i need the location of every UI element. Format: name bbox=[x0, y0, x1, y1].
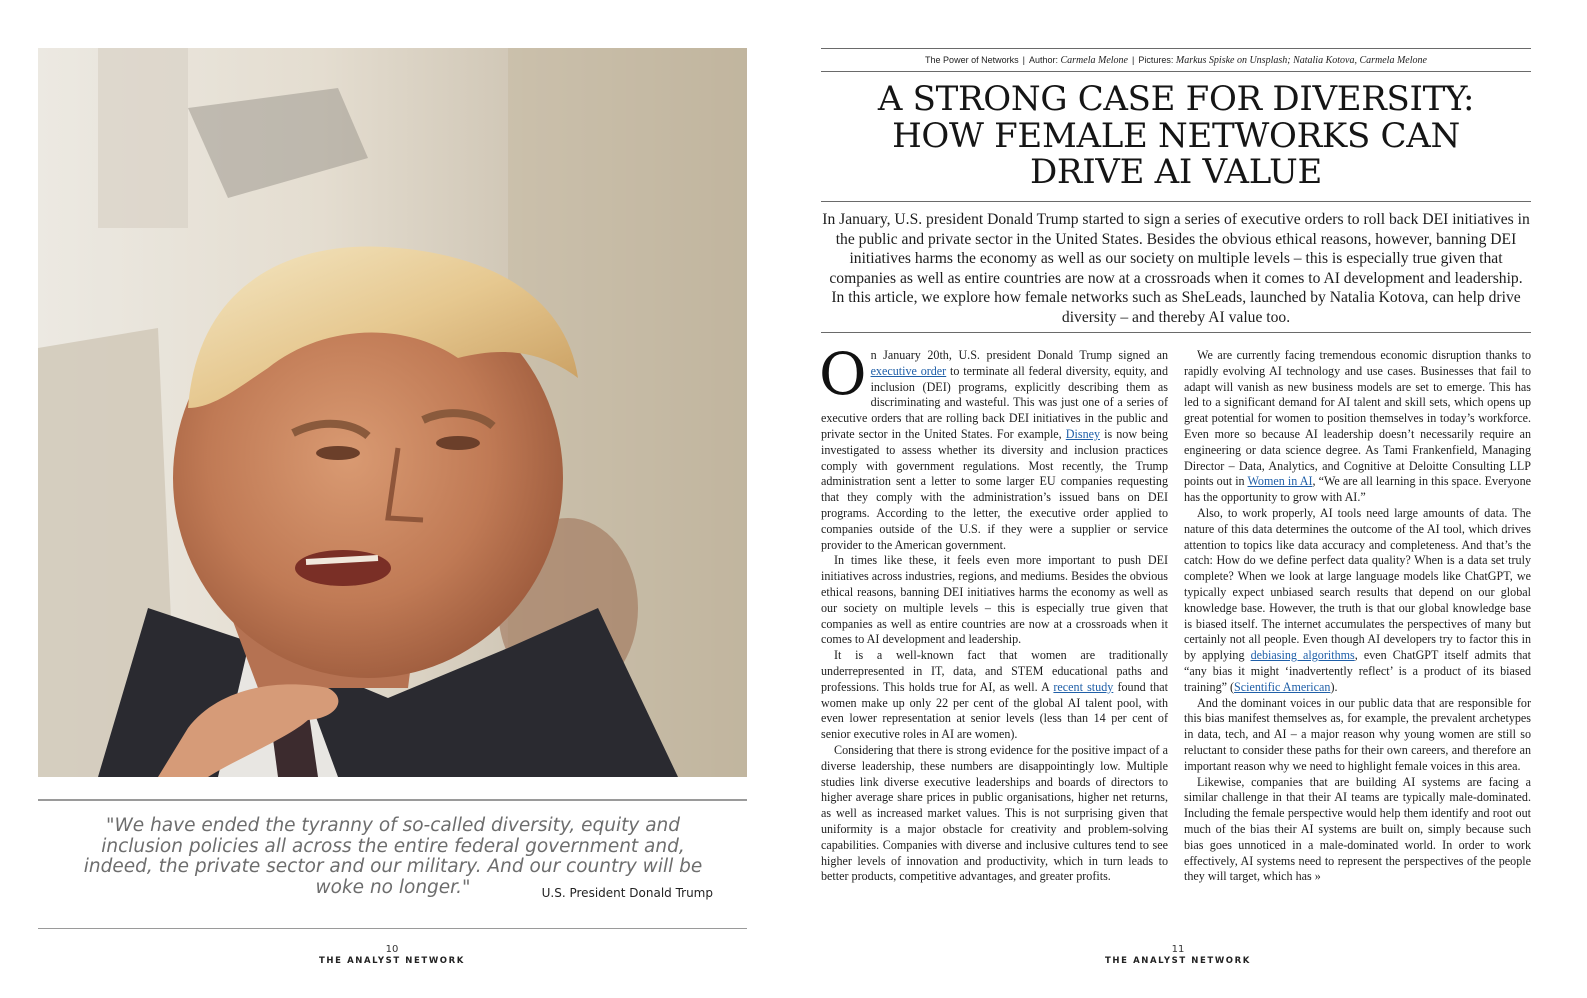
article-body bbox=[819, 340, 1541, 938]
section-name: The Power of Networks bbox=[925, 55, 1019, 65]
left-folio bbox=[292, 944, 492, 966]
body-column-2 bbox=[1184, 348, 1531, 938]
headline-line: A STRONG CASE FOR DIVERSITY: bbox=[877, 79, 1475, 119]
body-paragraph bbox=[821, 648, 1168, 743]
right-page bbox=[790, 0, 1587, 998]
text-run: to terminate all federal diversity, equity, and inclusion (DEI) programs, explicitly describing them as discriminating and wasteful. This was just one of a series of executive orders that are rolling back DEI initiatives in the public and private sector in the United States. For example, bbox=[821, 363, 1168, 441]
headline-line: HOW FEMALE NETWORKS CAN bbox=[892, 115, 1460, 156]
scientific-american-link[interactable]: Scientific American bbox=[1234, 679, 1331, 694]
article-meta-bar: The Power of Networks | Author: Carmela Melone | Pictures: Markus Spiske on Unsplash; Natalia Kotova, Carmela Melone bbox=[821, 48, 1531, 72]
brand-footer: THE ANALYST NETWORK bbox=[319, 956, 465, 966]
body-paragraph bbox=[1184, 348, 1531, 506]
photo-illustration bbox=[38, 48, 747, 777]
text-run: , “We are all learning in this space. Everyone has the opportunity to grow with AI.” bbox=[1184, 474, 1531, 505]
article-standfirst bbox=[821, 201, 1531, 333]
body-paragraph bbox=[1184, 506, 1531, 696]
body-paragraph bbox=[819, 340, 1169, 553]
text-run: is now being investigated to assess whether its diversity and inclusion practices comply with government regulations. Most recently, the Trump administration sent a letter to some larger EU companies requesting that they comply with the administration’s issued bans on DEI programs. According to the letter, the executive order applied to companies outside of the U.S. if they were a supplier or service provider to the American government. bbox=[821, 426, 1169, 552]
author-label: Author: bbox=[1028, 55, 1058, 65]
pull-quote bbox=[38, 800, 747, 928]
right-folio bbox=[1078, 944, 1278, 966]
debiasing-algorithms-link[interactable]: debiasing algorithms bbox=[1250, 648, 1355, 663]
drop-cap: O bbox=[819, 340, 867, 408]
standfirst-text: In January, U.S. president Donald Trump started to sign a series of executive orders to roll back DEI initiatives in the public and private sector in the United States. Besides the obvious ethical reasons, however, banning DEI initiatives harms the economy as well as our society on multiple levels – this is especially true given that companies as well as entire countries are now at a crossroads when it comes to AI development and leadership. In this article, we explore how female networks such as SheLeads, launched by Natalia Kotova, can help drive diversity – and thereby AI value too. bbox=[822, 211, 1530, 326]
recent-study-link[interactable]: recent study bbox=[1053, 679, 1114, 694]
text-run: We are currently facing tremendous economic disruption thanks to rapidly evolving AI technology and use cases. Businesses that fail to adapt will vanish as new business models are set to emerge. This has led to a significant demand for AI talent and skill sets, which opens up great potential for women to position themselves in today’s workforce. Even more so because AI leadership doesn’t necessarily require an engineering or data science degree. As Tami Frankenfield, Managing Director – Data, Analytics, and Cognitive at Deloitte Consulting LLP points out in bbox=[1184, 348, 1531, 489]
text-run: It is a well-known fact that women are traditionally underrepresented in IT, data, and STEM educational paths and professions. This holds true for AI, as well. A bbox=[821, 648, 1168, 694]
text-run: ). bbox=[1330, 679, 1338, 694]
text-run: found that women make up only 22 per cent of the global AI talent pool, with even lower representation at senior levels (less than 14 per cent of senior executive roles in AI are women). bbox=[821, 679, 1168, 742]
body-paragraph: In times like these, it feels even more important to push DEI initiatives across industries, regions, and mediums. Besides the obvious ethical reasons, banning DEI initiatives harms the economy as well as our society on multiple levels – this is especially true given that companies as well as entire countries are now at a crossroads when it comes to AI development and leadership. bbox=[821, 553, 1168, 647]
body-paragraph: And the dominant voices in our public data that are responsible for this bias manifest themselves as, for example, the prevalent archetypes in data, tech, and AI – a major reason why young women are still so reluctant to consider these paths for their own careers, and therefore an important reason why we need to highlight female voices in this area. bbox=[1184, 695, 1531, 773]
text-run: , even ChatGPT itself admits that “any bias it might ‘inadvertently reflect’ is a product of its biased training” ( bbox=[1184, 648, 1531, 694]
body-paragraph: Likewise, companies that are building AI systems are facing a similar challenge in that their AI teams are typically male-dominated. Including the female perspective would help them identify and root out much of the bias their AI systems are built on, simply because such bias goes unnoticed in a male-dominated world. In order to work effectively, AI systems need to represent the perspectives of the people they will target, which has » bbox=[1184, 774, 1531, 884]
brand-footer: THE ANALYST NETWORK bbox=[1105, 956, 1251, 966]
pictures-credit: Markus Spiske on Unsplash; Natalia Kotova, Carmela Melone bbox=[1175, 55, 1427, 66]
author-name: Carmela Melone bbox=[1060, 55, 1128, 66]
page-number: 10 bbox=[385, 944, 399, 955]
executive-order-link[interactable]: executive order bbox=[870, 363, 947, 378]
quote-bottom-rule bbox=[38, 928, 747, 929]
pictures-label: Pictures: bbox=[1138, 55, 1174, 65]
left-page bbox=[0, 0, 790, 998]
disney-link[interactable]: Disney bbox=[1065, 426, 1101, 441]
article-headline bbox=[821, 81, 1531, 191]
article-photo bbox=[38, 48, 747, 777]
pull-quote-attribution: U.S. President Donald Trump bbox=[541, 886, 713, 900]
pull-quote-text: "We have ended the tyranny of so-called diversity, equity and inclusion policies all across the entire federal government and, indeed, the private sector and our military. And our country will be woke no longer." bbox=[83, 815, 703, 898]
headline-line: DRIVE AI VALUE bbox=[1029, 152, 1323, 192]
women-in-ai-link[interactable]: Women in AI bbox=[1247, 474, 1313, 489]
body-paragraph: Considering that there is strong evidence for the positive impact of a diverse leadership, these numbers are disappointingly low. Multiple studies link diverse executive leaderships and boards of directors to higher average share prices in public organisations, higher net returns, as well as increased market values. This is not surprising given that uniformity is a major obstacle for creativity and problem-solving capabilities. Companies with diverse and inclusive cultures tend to see higher levels of innovation and productivity, which in turn leads to better products, competitive advantages, and greater profits. bbox=[821, 742, 1168, 884]
page-number: 11 bbox=[1171, 944, 1185, 955]
text-run: Also, to work properly, AI tools need large amounts of data. The nature of this data determines the outcome of the AI tool, which drives attention to topics like data accuracy and completeness. And that’s the catch: How do we define perfect data quality? When is a data set truly complete? When we look at large language models like ChatGPT, we typically expect unbiased search results that depend on our global knowledge base. However, the truth is that our global knowledge base is biased itself. The internet accumulates the perspectives of many but certainly not all people. Even though AI developers try to factor this in by applying bbox=[1184, 505, 1531, 663]
body-column-1 bbox=[819, 340, 1169, 938]
text-run: n January 20th, U.S. president Donald Trump signed an bbox=[870, 348, 1168, 362]
